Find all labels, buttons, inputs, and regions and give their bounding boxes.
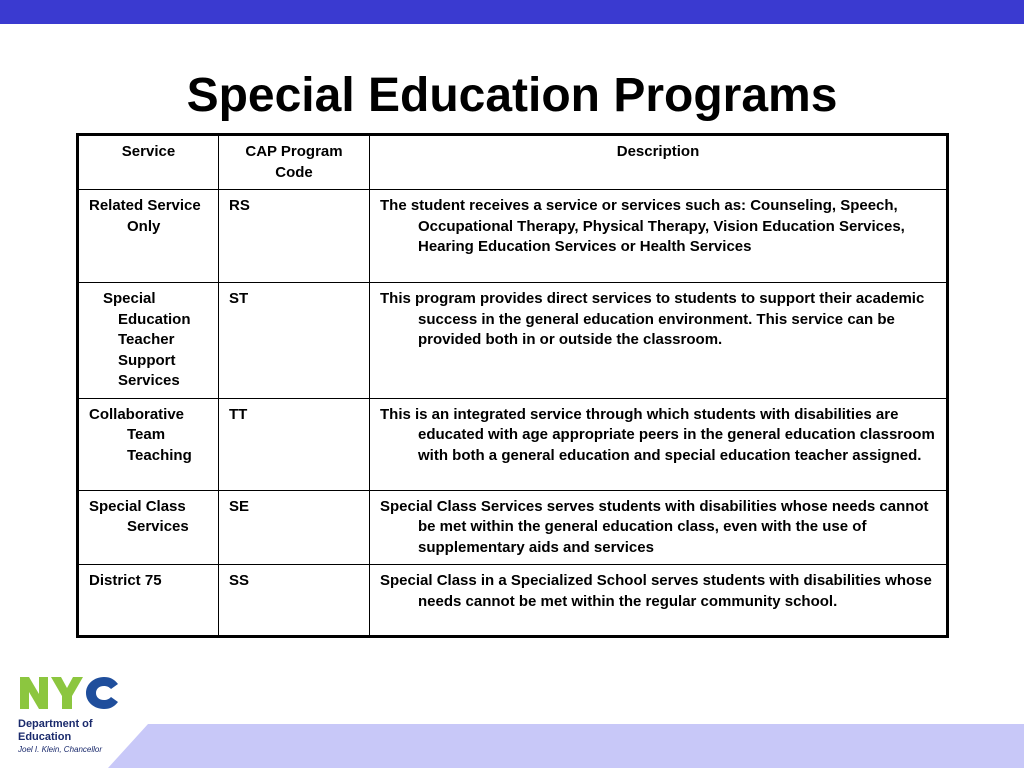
top-accent-bar [0, 0, 1024, 24]
table-row [78, 283, 948, 399]
service-cell: Collaborative Team Teaching [78, 398, 219, 490]
chancellor-label: Joel I. Klein, Chancellor [18, 745, 103, 754]
description-cell: Special Class Services serves students with disabilities whose needs cannot be met within the general education class, even with the use of supplementary aids and services [370, 490, 948, 565]
description-cell: This is an integrated service through which students with disabilities are educated with age appropriate peers in the general education classroom with both a general education and special education teacher assigned. [370, 398, 948, 490]
department-of-education-label: Department of Education [18, 718, 93, 743]
nyc-doe-logo [18, 675, 120, 756]
code-cell: TT [219, 398, 370, 490]
table-row [78, 398, 948, 490]
code-cell: SS [219, 565, 370, 637]
description-cell: This program provides direct services to students to support their academic success in the general education environment. This service can be provided both in or outside the classroom. [370, 283, 948, 399]
code-cell: RS [219, 190, 370, 283]
service-cell: Special Education Teacher Support Services [78, 283, 219, 399]
header-description: Description [370, 135, 948, 190]
nyc-logo-mark [18, 675, 120, 711]
table-row [78, 190, 948, 283]
description-cell: Special Class in a Specialized School serves students with disabilities whose needs cannot be met within the regular community school. [370, 565, 948, 637]
table-row [78, 565, 948, 637]
code-cell: SE [219, 490, 370, 565]
header-service: Service [78, 135, 219, 190]
header-cap-program-code: CAP Program Code [219, 135, 370, 190]
slide-title: Special Education Programs [186, 69, 838, 122]
footer-band [0, 724, 1024, 768]
table-row [78, 490, 948, 565]
service-cell: Special Class Services [78, 490, 219, 565]
code-cell: ST [219, 283, 370, 399]
description-cell: The student receives a service or services such as: Counseling, Speech, Occupational Therapy, Physical Therapy, Vision Education Services, Hearing Education Services or Health Services [370, 190, 948, 283]
table-header-row [78, 135, 948, 190]
service-cell: District 75 [78, 565, 219, 637]
service-cell: Related Service Only [78, 190, 219, 283]
programs-table [76, 133, 949, 638]
